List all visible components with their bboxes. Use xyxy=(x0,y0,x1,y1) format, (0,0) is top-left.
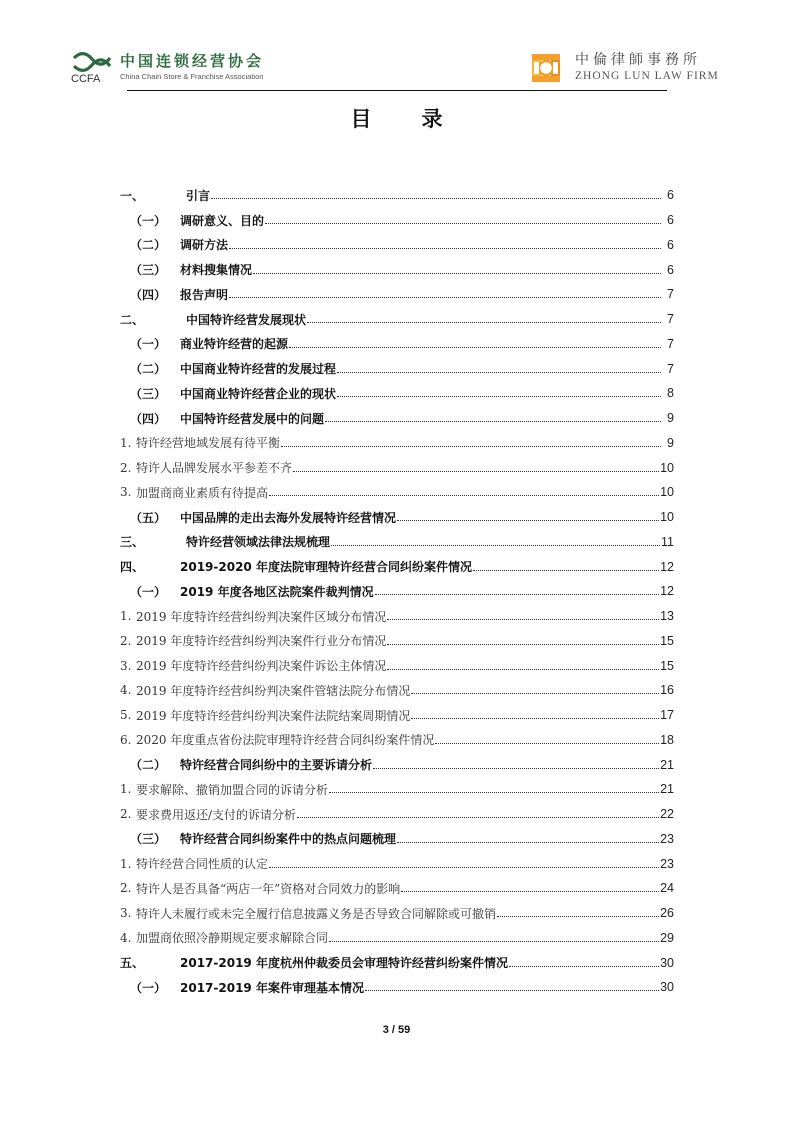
toc-entry-number: 1. xyxy=(120,782,132,797)
toc-entry[interactable] xyxy=(120,728,674,753)
toc-entry-page[interactable]: 26 xyxy=(660,906,674,921)
toc-entry[interactable] xyxy=(120,530,674,555)
toc-entry-title[interactable]: 加盟商依照冷静期规定要求解除合同 xyxy=(136,931,329,946)
toc-entry-page[interactable]: 23 xyxy=(660,856,674,871)
toc-dot-leader xyxy=(253,264,661,276)
toc-entry-page[interactable]: 29 xyxy=(660,930,674,945)
toc-dot-leader xyxy=(337,363,661,375)
toc-entry-title[interactable]: 2017-2019 年案件审理基本情况 xyxy=(180,980,364,995)
toc-entry-number: 3. xyxy=(120,485,132,500)
toc-entry-number: 2. xyxy=(120,881,132,896)
header-divider xyxy=(127,90,667,91)
toc-dot-leader xyxy=(435,734,659,746)
toc-dot-leader xyxy=(265,214,661,226)
toc-dot-leader xyxy=(387,660,659,672)
toc-entry[interactable] xyxy=(120,604,674,629)
toc-entry-title[interactable]: 特许经营领域法律法规梳理 xyxy=(186,535,331,550)
toc-entry-number: 二、 xyxy=(120,312,145,327)
toc-entry-page[interactable]: 17 xyxy=(660,708,674,723)
toc-entry-title[interactable]: 特许人品牌发展水平参差不齐 xyxy=(136,461,293,476)
toc-entry-title[interactable]: 2019 年度特许经营纠纷判决案件诉讼主体情况 xyxy=(136,659,387,674)
toc-entry-number: （三） xyxy=(130,386,167,401)
toc-entry-page[interactable]: 10 xyxy=(660,485,674,500)
toc-entry-title[interactable]: 调研方法 xyxy=(180,238,229,253)
toc-entry[interactable] xyxy=(120,505,674,530)
toc-entry-page[interactable]: 10 xyxy=(660,510,674,525)
toc-entry-page[interactable]: 30 xyxy=(660,955,674,970)
toc-entry[interactable] xyxy=(120,257,674,282)
toc-entry[interactable] xyxy=(120,950,674,975)
toc-entry[interactable] xyxy=(120,480,674,505)
toc-entry[interactable] xyxy=(120,381,674,406)
toc-entry[interactable] xyxy=(120,876,674,901)
toc-entry-page[interactable]: 9 xyxy=(667,435,674,450)
toc-entry-page[interactable]: 6 xyxy=(667,188,674,203)
toc-entry-page[interactable]: 16 xyxy=(660,683,674,698)
toc-entry-number: （一） xyxy=(130,213,167,228)
toc-entry-number: 2. xyxy=(120,460,132,475)
toc-dot-leader xyxy=(307,313,661,325)
toc-entry[interactable] xyxy=(120,629,674,654)
toc-entry-page[interactable]: 11 xyxy=(661,534,674,549)
toc-dot-leader xyxy=(397,833,659,845)
toc-entry[interactable] xyxy=(120,183,674,208)
toc-entry-number: 4. xyxy=(120,930,132,945)
toc-entry-title[interactable]: 加盟商商业素质有待提高 xyxy=(136,485,269,500)
toc-entry-title[interactable]: 特许经营地域发展有待平衡 xyxy=(136,436,281,451)
ccfa-name-en: China Chain Store & Franchise Association xyxy=(120,72,264,81)
toc-dot-leader xyxy=(229,288,661,300)
toc-entry-page[interactable]: 12 xyxy=(660,559,674,574)
toc-entry-number: 2. xyxy=(120,807,132,822)
toc-entry-number: 1. xyxy=(120,435,132,450)
toc-dot-leader xyxy=(229,239,661,251)
toc-entry-number: （二） xyxy=(130,362,167,377)
toc-entry[interactable] xyxy=(120,406,674,431)
toc-entry-number: 一、 xyxy=(120,188,145,203)
toc-dot-leader xyxy=(329,932,659,944)
zhonglun-logo xyxy=(531,52,719,83)
toc-entry-title[interactable]: 报告声明 xyxy=(180,287,229,302)
toc-entry[interactable] xyxy=(120,554,674,579)
toc-entry[interactable] xyxy=(120,851,674,876)
ccfa-emblem-icon xyxy=(70,50,114,84)
table-of-contents xyxy=(120,183,674,1000)
toc-entry-number: （二） xyxy=(130,758,167,773)
toc-dot-leader xyxy=(211,189,661,201)
toc-dot-leader xyxy=(473,561,659,573)
toc-entry-number: 五、 xyxy=(120,956,145,971)
toc-entry-number: 3. xyxy=(120,906,132,921)
toc-entry-page[interactable]: 13 xyxy=(660,609,674,624)
toc-entry-number: （四） xyxy=(130,411,167,426)
toc-entry[interactable] xyxy=(120,307,674,332)
zhonglun-emblem-icon xyxy=(531,53,561,83)
toc-entry[interactable] xyxy=(120,356,674,381)
toc-entry-title[interactable]: 2017-2019 年度杭州仲裁委员会审理特许经营纠纷案件情况 xyxy=(180,956,508,971)
toc-entry-page[interactable]: 6 xyxy=(667,237,674,252)
toc-entry-title[interactable]: 要求解除、撤销加盟合同的诉请分析 xyxy=(136,782,329,797)
toc-entry[interactable] xyxy=(120,975,674,1000)
toc-entry-number: 1. xyxy=(120,609,132,624)
toc-entry-number: （一） xyxy=(130,584,167,599)
toc-entry[interactable] xyxy=(120,752,674,777)
toc-entry-page[interactable]: 22 xyxy=(660,807,674,822)
toc-entry-title[interactable]: 2020 年度重点省份法院审理特许经营合同纠纷案件情况 xyxy=(136,733,435,748)
zhonglun-name-en: ZHONG LUN LAW FIRM xyxy=(575,70,719,82)
toc-entry-title[interactable]: 特许人未履行或未完全履行信息披露义务是否导致合同解除或可撤销 xyxy=(136,906,497,921)
toc-entry-page[interactable]: 12 xyxy=(660,584,674,599)
toc-entry[interactable] xyxy=(120,653,674,678)
toc-entry-title[interactable]: 特许经营合同纠纷中的主要诉请分析 xyxy=(180,758,373,773)
toc-entry-page[interactable]: 6 xyxy=(667,262,674,277)
toc-entry-page[interactable]: 24 xyxy=(660,881,674,896)
toc-dot-leader xyxy=(375,585,660,597)
toc-entry-title[interactable]: 2019-2020 年度法院审理特许经营合同纠纷案件情况 xyxy=(180,560,472,575)
toc-entry-number: 3. xyxy=(120,658,132,673)
toc-dot-leader xyxy=(337,387,661,399)
toc-entry[interactable] xyxy=(120,208,674,233)
toc-entry-number: （二） xyxy=(130,238,167,253)
toc-entry-title[interactable]: 引言 xyxy=(186,188,211,203)
toc-dot-leader xyxy=(411,684,659,696)
toc-entry-number: （五） xyxy=(130,510,167,525)
toc-entry-number: 5. xyxy=(120,708,132,723)
toc-entry[interactable] xyxy=(120,332,674,357)
toc-dot-leader xyxy=(269,486,659,498)
toc-entry-number: 四、 xyxy=(120,560,145,575)
toc-entry-title[interactable]: 2019 年度特许经营纠纷判决案件法院结案周期情况 xyxy=(136,708,411,723)
toc-dot-leader xyxy=(401,882,659,894)
toc-entry-title[interactable]: 中国商业特许经营的发展过程 xyxy=(180,362,337,377)
toc-entry[interactable] xyxy=(120,282,674,307)
toc-entry-title[interactable]: 要求费用返还/支付的诉请分析 xyxy=(136,807,297,822)
toc-entry-page[interactable]: 7 xyxy=(667,312,674,327)
toc-entry[interactable] xyxy=(120,455,674,480)
toc-dot-leader xyxy=(387,635,659,647)
toc-entry[interactable] xyxy=(120,678,674,703)
toc-dot-leader xyxy=(269,858,659,870)
toc-entry-title[interactable]: 中国特许经营发展中的问题 xyxy=(180,411,325,426)
toc-entry-title[interactable]: 2019 年度特许经营纠纷判决案件区域分布情况 xyxy=(136,609,387,624)
toc-dot-leader xyxy=(373,759,659,771)
toc-dot-leader xyxy=(297,808,659,820)
toc-entry[interactable] xyxy=(120,901,674,926)
toc-entry-number: 4. xyxy=(120,683,132,698)
toc-entry-title[interactable]: 2019 年度特许经营纠纷判决案件行业分布情况 xyxy=(136,634,387,649)
toc-entry-page[interactable]: 7 xyxy=(667,336,674,351)
toc-entry[interactable] xyxy=(120,579,674,604)
toc-dot-leader xyxy=(365,981,659,993)
toc-entry-title[interactable]: 中国品牌的走出去海外发展特许经营情况 xyxy=(180,510,397,525)
toc-entry-title[interactable]: 特许人是否具备“两店一年”资格对合同效力的影响 xyxy=(136,881,401,896)
toc-entry-title[interactable]: 材料搜集情况 xyxy=(180,263,253,278)
title-right-char: 录 xyxy=(421,107,443,131)
toc-entry-title[interactable]: 特许经营合同性质的认定 xyxy=(136,857,269,872)
toc-dot-leader xyxy=(331,536,660,548)
toc-entry-page[interactable]: 21 xyxy=(660,782,674,797)
toc-entry-page[interactable]: 18 xyxy=(660,732,674,747)
toc-dot-leader xyxy=(281,437,661,449)
toc-dot-leader xyxy=(411,709,659,721)
toc-entry-page[interactable]: 9 xyxy=(667,411,674,426)
toc-entry-page[interactable]: 7 xyxy=(667,361,674,376)
toc-entry-page[interactable]: 7 xyxy=(667,287,674,302)
toc-entry-page[interactable]: 8 xyxy=(667,386,674,401)
toc-entry-title[interactable]: 中国特许经营发展现状 xyxy=(186,312,307,327)
toc-entry-page[interactable]: 23 xyxy=(660,831,674,846)
toc-entry-page[interactable]: 15 xyxy=(660,658,674,673)
toc-entry[interactable] xyxy=(120,703,674,728)
toc-entry-title[interactable]: 调研意义、目的 xyxy=(180,213,265,228)
ccfa-logo xyxy=(70,50,264,84)
toc-entry-page[interactable]: 6 xyxy=(667,213,674,228)
toc-entry-title[interactable]: 2019 年度各地区法院案件裁判情况 xyxy=(180,584,374,599)
toc-entry-number: 2. xyxy=(120,633,132,648)
toc-dot-leader xyxy=(325,412,661,424)
toc-entry-number: （四） xyxy=(130,287,167,302)
toc-entry-number: （三） xyxy=(130,832,167,847)
toc-entry-title[interactable]: 商业特许经营的起源 xyxy=(180,337,289,352)
title-left-char: 目 xyxy=(350,107,372,131)
toc-entry[interactable] xyxy=(120,802,674,827)
toc-entry-number: 三、 xyxy=(120,535,145,550)
ccfa-name-cn: 中国连锁经营协会 xyxy=(120,52,265,70)
toc-entry-page[interactable]: 21 xyxy=(660,757,674,772)
toc-dot-leader xyxy=(387,610,659,622)
toc-entry-title[interactable]: 特许经营合同纠纷案件中的热点问题梳理 xyxy=(180,832,397,847)
toc-dot-leader xyxy=(289,338,661,350)
page-header xyxy=(0,0,793,100)
toc-entry-page[interactable]: 10 xyxy=(660,460,674,475)
zhonglun-name-cn: 中倫律師事務所 xyxy=(575,52,701,68)
toc-entry[interactable] xyxy=(120,777,674,802)
toc-entry-number: 1. xyxy=(120,856,132,871)
toc-entry[interactable] xyxy=(120,827,674,852)
toc-dot-leader xyxy=(497,907,659,919)
toc-entry[interactable] xyxy=(120,233,674,258)
toc-entry-number: 6. xyxy=(120,732,132,747)
toc-entry[interactable] xyxy=(120,926,674,951)
page-number: 3 / 59 xyxy=(382,1024,411,1036)
toc-dot-leader xyxy=(329,783,659,795)
toc-entry-page[interactable]: 30 xyxy=(660,980,674,995)
toc-entry-number: （三） xyxy=(130,263,167,278)
toc-dot-leader xyxy=(397,511,659,523)
toc-entry-number: （一） xyxy=(130,337,167,352)
page-title xyxy=(0,103,793,133)
toc-entry[interactable] xyxy=(120,431,674,456)
toc-dot-leader xyxy=(509,957,659,969)
toc-entry-page[interactable]: 15 xyxy=(660,633,674,648)
toc-entry-title[interactable]: 中国商业特许经营企业的现状 xyxy=(180,386,337,401)
toc-entry-number: （一） xyxy=(130,980,167,995)
svg-text:CCFA: CCFA xyxy=(71,73,101,84)
toc-entry-title[interactable]: 2019 年度特许经营纠纷判决案件管辖法院分布情况 xyxy=(136,683,411,698)
toc-dot-leader xyxy=(293,462,659,474)
